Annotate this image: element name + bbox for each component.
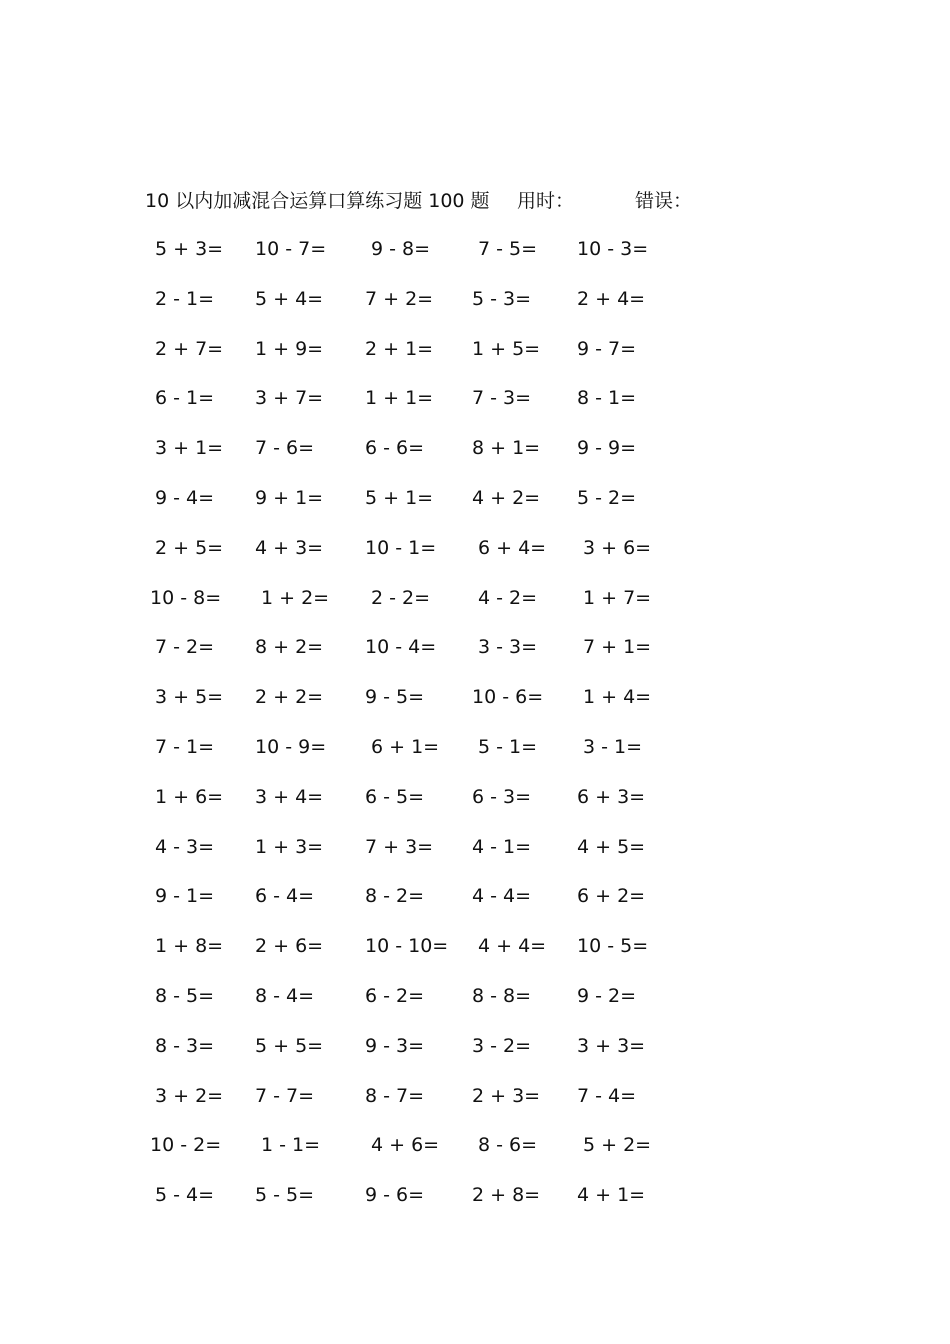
math-problem: 9 - 6= [365, 1184, 425, 1207]
math-problem: 5 + 1= [365, 486, 434, 509]
math-problem: 9 - 2= [577, 984, 637, 1007]
math-problem: 5 + 2= [583, 1134, 652, 1157]
problem-row [150, 583, 690, 633]
math-problem: 9 - 7= [577, 337, 637, 360]
math-problem: 8 - 6= [478, 1134, 538, 1157]
math-problem: 6 + 1= [371, 735, 440, 758]
problem-row [150, 1130, 690, 1180]
math-problem: 6 - 4= [255, 885, 315, 908]
math-problem: 3 - 3= [478, 636, 538, 659]
math-problem: 10 - 9= [255, 735, 327, 758]
math-problem: 4 + 5= [577, 835, 646, 858]
math-problem: 8 - 1= [577, 387, 637, 410]
math-problem: 10 - 1= [365, 536, 437, 559]
math-problem: 3 - 2= [472, 1034, 532, 1057]
math-problem: 1 + 6= [155, 785, 224, 808]
math-problem: 6 - 6= [365, 437, 425, 460]
math-problem: 9 + 1= [255, 486, 324, 509]
math-problem: 9 - 4= [155, 486, 215, 509]
math-problem: 2 + 2= [255, 686, 324, 709]
math-problem: 6 - 1= [155, 387, 215, 410]
math-problem: 4 + 4= [478, 935, 547, 958]
math-problem: 3 + 1= [155, 437, 224, 460]
problem-row [150, 383, 690, 433]
math-problem: 8 - 8= [472, 984, 532, 1007]
math-problem: 1 + 3= [255, 835, 324, 858]
math-problem: 5 - 3= [472, 287, 532, 310]
math-problem: 10 - 4= [365, 636, 437, 659]
math-problem: 2 + 8= [472, 1184, 541, 1207]
math-problem: 8 - 4= [255, 984, 315, 1007]
math-problem: 4 - 4= [472, 885, 532, 908]
math-problem: 3 + 5= [155, 686, 224, 709]
math-problem: 10 - 8= [150, 586, 222, 609]
math-problem: 6 - 5= [365, 785, 425, 808]
math-problem: 5 + 5= [255, 1034, 324, 1057]
math-problem: 2 + 4= [577, 287, 646, 310]
math-problem: 4 - 1= [472, 835, 532, 858]
math-problem: 3 + 3= [577, 1034, 646, 1057]
problem-row [150, 533, 690, 583]
math-problem: 2 - 2= [371, 586, 431, 609]
problem-row [150, 1081, 690, 1131]
math-problem: 5 + 3= [155, 238, 224, 260]
math-problem: 1 + 2= [261, 586, 330, 609]
math-problem: 7 + 3= [365, 835, 434, 858]
math-problem: 7 + 1= [583, 636, 652, 659]
error-count-label: 错误： [635, 190, 693, 212]
math-problem: 8 - 3= [155, 1034, 215, 1057]
math-problem: 5 - 4= [155, 1184, 215, 1207]
math-problem: 2 + 7= [155, 337, 224, 360]
problem-row [150, 1031, 690, 1081]
math-problem: 1 + 8= [155, 935, 224, 958]
math-problem: 5 + 4= [255, 287, 324, 310]
math-problem: 2 - 1= [155, 287, 215, 310]
problem-row [150, 732, 690, 782]
math-problem: 2 + 3= [472, 1084, 541, 1107]
math-problem: 1 - 1= [261, 1134, 321, 1157]
problem-row [150, 782, 690, 832]
problem-row [150, 1180, 690, 1230]
problem-row [150, 931, 690, 981]
math-problem: 7 - 1= [155, 735, 215, 758]
math-problem: 9 - 9= [577, 437, 637, 460]
math-problem: 7 - 4= [577, 1084, 637, 1107]
math-problem: 1 + 1= [365, 387, 434, 410]
math-problem: 10 - 7= [255, 238, 327, 260]
time-used-label: 用时： [517, 190, 575, 212]
problem-row [150, 433, 690, 483]
problem-row [150, 832, 690, 882]
math-problem: 10 - 10= [365, 935, 449, 958]
math-problem: 9 - 3= [365, 1034, 425, 1057]
math-problem: 1 + 5= [472, 337, 541, 360]
problem-row [150, 881, 690, 931]
math-problem: 4 + 3= [255, 536, 324, 559]
math-problem: 4 + 6= [371, 1134, 440, 1157]
math-problem: 8 - 7= [365, 1084, 425, 1107]
problem-row [150, 632, 690, 682]
math-problem: 8 - 2= [365, 885, 425, 908]
math-problem: 4 - 3= [155, 835, 215, 858]
worksheet-title: 10 以内加减混合运算口算练习题 100 题 [145, 190, 490, 212]
math-problem: 6 + 4= [478, 536, 547, 559]
math-problem: 3 + 7= [255, 387, 324, 410]
problem-row [150, 284, 690, 334]
problem-row [150, 682, 690, 732]
problem-grid [150, 234, 690, 1230]
math-problem: 9 - 5= [365, 686, 425, 709]
math-problem: 7 - 5= [478, 238, 538, 260]
math-problem: 2 + 5= [155, 536, 224, 559]
math-problem: 9 - 1= [155, 885, 215, 908]
math-problem: 2 + 1= [365, 337, 434, 360]
math-problem: 8 + 2= [255, 636, 324, 659]
math-problem: 5 - 2= [577, 486, 637, 509]
math-problem: 3 + 4= [255, 785, 324, 808]
math-problem: 10 - 6= [472, 686, 544, 709]
math-problem: 4 - 2= [478, 586, 538, 609]
math-problem: 6 + 3= [577, 785, 646, 808]
math-problem: 6 - 2= [365, 984, 425, 1007]
math-problem: 3 - 1= [583, 735, 643, 758]
math-problem: 4 + 1= [577, 1184, 646, 1207]
math-problem: 7 - 3= [472, 387, 532, 410]
math-problem: 7 + 2= [365, 287, 434, 310]
math-problem: 9 - 8= [371, 238, 431, 260]
math-problem: 8 + 1= [472, 437, 541, 460]
math-problem: 6 - 3= [472, 785, 532, 808]
math-problem: 1 + 4= [583, 686, 652, 709]
problem-row [150, 483, 690, 533]
math-problem: 4 + 2= [472, 486, 541, 509]
math-problem: 1 + 7= [583, 586, 652, 609]
math-problem: 10 - 5= [577, 935, 649, 958]
math-problem: 3 + 6= [583, 536, 652, 559]
problem-row [150, 234, 690, 284]
problem-row [150, 334, 690, 384]
math-problem: 8 - 5= [155, 984, 215, 1007]
math-problem: 5 - 1= [478, 735, 538, 758]
problem-row [150, 981, 690, 1031]
math-problem: 7 - 7= [255, 1084, 315, 1107]
math-problem: 2 + 6= [255, 935, 324, 958]
math-problem: 3 + 2= [155, 1084, 224, 1107]
math-problem: 10 - 2= [150, 1134, 222, 1157]
math-problem: 5 - 5= [255, 1184, 315, 1207]
math-problem: 7 - 2= [155, 636, 215, 659]
math-problem: 7 - 6= [255, 437, 315, 460]
math-problem: 6 + 2= [577, 885, 646, 908]
math-problem: 1 + 9= [255, 337, 324, 360]
math-problem: 10 - 3= [577, 238, 649, 260]
